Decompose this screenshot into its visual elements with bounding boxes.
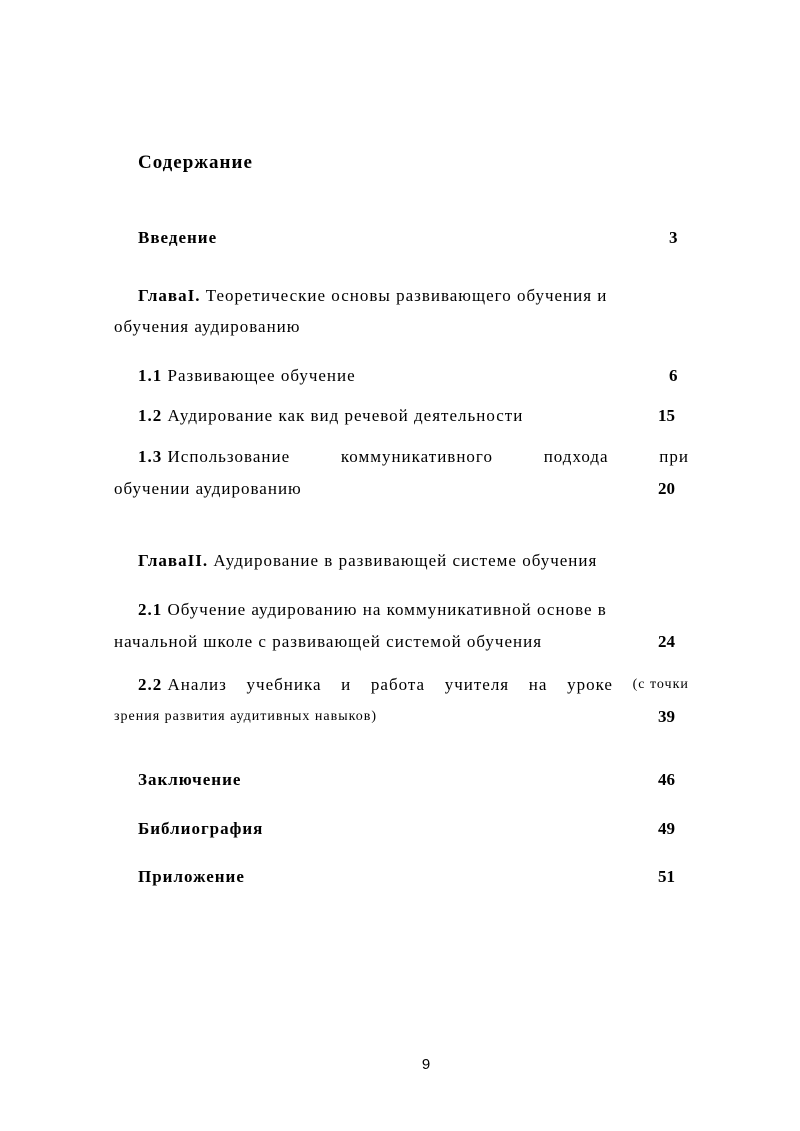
toc-section-2-2-num: 2.2 xyxy=(138,675,163,694)
page-number: 9 xyxy=(421,1056,431,1073)
toc-intro-label: Введение xyxy=(138,228,218,247)
toc-section-2-2-title-line2: зрения развития аудитивных навыков) xyxy=(114,709,378,724)
toc-chapter1-title-line2: обучения аудированию xyxy=(114,317,301,336)
toc-section-2-2-word: уроке xyxy=(567,675,613,694)
toc-section-1-1-num: 1.1 xyxy=(138,366,163,385)
toc-section-2-2-word: учителя xyxy=(444,675,510,694)
toc-bibliography-page: 49 xyxy=(658,819,675,838)
toc-section-1-1 xyxy=(138,365,356,387)
toc-section-1-3-word: Использование xyxy=(167,447,291,466)
toc-section-2-2-word: на xyxy=(528,675,548,694)
toc-section-2-2-note-start: (с точки xyxy=(632,677,689,692)
toc-section-1-3-num: 1.3 xyxy=(138,447,163,466)
toc-section-2-2-lead xyxy=(138,674,227,696)
toc-section-1-3-word: при xyxy=(659,447,689,466)
toc-appendix-label: Приложение xyxy=(138,867,245,886)
toc-section-1-3-word: коммуникативного xyxy=(340,447,493,466)
toc-section-1-1-title: Развивающее обучение xyxy=(167,366,356,385)
toc-conclusion-label: Заключение xyxy=(138,770,242,789)
toc-section-2-2-word: учебника xyxy=(246,675,322,694)
toc-section-2-2-word: и xyxy=(341,675,352,694)
toc-section-1-2 xyxy=(138,405,523,427)
toc-section-2-2-word: Анализ xyxy=(167,675,227,694)
toc-section-2-1-num: 2.1 xyxy=(138,600,163,619)
toc-bibliography-label: Библиография xyxy=(138,819,264,838)
toc-appendix-page: 51 xyxy=(658,867,675,886)
toc-section-1-3-line1 xyxy=(138,446,689,468)
toc-chapter1-heading xyxy=(138,285,607,307)
toc-chapter2-label: ГлаваII. xyxy=(138,551,209,570)
toc-section-1-3-word: подхода xyxy=(543,447,609,466)
toc-section-2-1-title-line2: начальной школе с развивающей системой обучения xyxy=(114,632,543,651)
toc-chapter1-title-line1: Теоретические основы развивающего обучения и xyxy=(205,286,608,305)
toc-section-2-2-word: работа xyxy=(370,675,426,694)
toc-chapter2-heading xyxy=(138,550,597,572)
toc-section-1-2-title: Аудирование как вид речевой деятельности xyxy=(167,406,524,425)
toc-chapter1-label: ГлаваI. xyxy=(138,286,201,305)
toc-section-2-1-title-line1: Обучение аудированию на коммуникативной основе в xyxy=(167,600,607,619)
toc-section-2-1 xyxy=(138,599,607,621)
toc-section-2-2-page: 39 xyxy=(658,707,675,726)
toc-title: Содержание xyxy=(138,152,253,173)
toc-intro-page: 3 xyxy=(669,228,678,247)
toc-chapter2-title: Аудирование в развивающей системе обучения xyxy=(213,551,598,570)
toc-section-1-2-num: 1.2 xyxy=(138,406,163,425)
toc-section-1-3-title-line2: обучении аудированию xyxy=(114,479,302,498)
toc-section-1-1-page: 6 xyxy=(669,366,678,385)
toc-section-1-3-lead xyxy=(138,446,290,468)
toc-section-1-2-page: 15 xyxy=(658,406,675,425)
toc-conclusion-page: 46 xyxy=(658,770,675,789)
toc-section-2-1-page: 24 xyxy=(658,632,675,651)
toc-section-1-3-page: 20 xyxy=(658,479,675,498)
toc-section-2-2-line1 xyxy=(138,674,689,696)
